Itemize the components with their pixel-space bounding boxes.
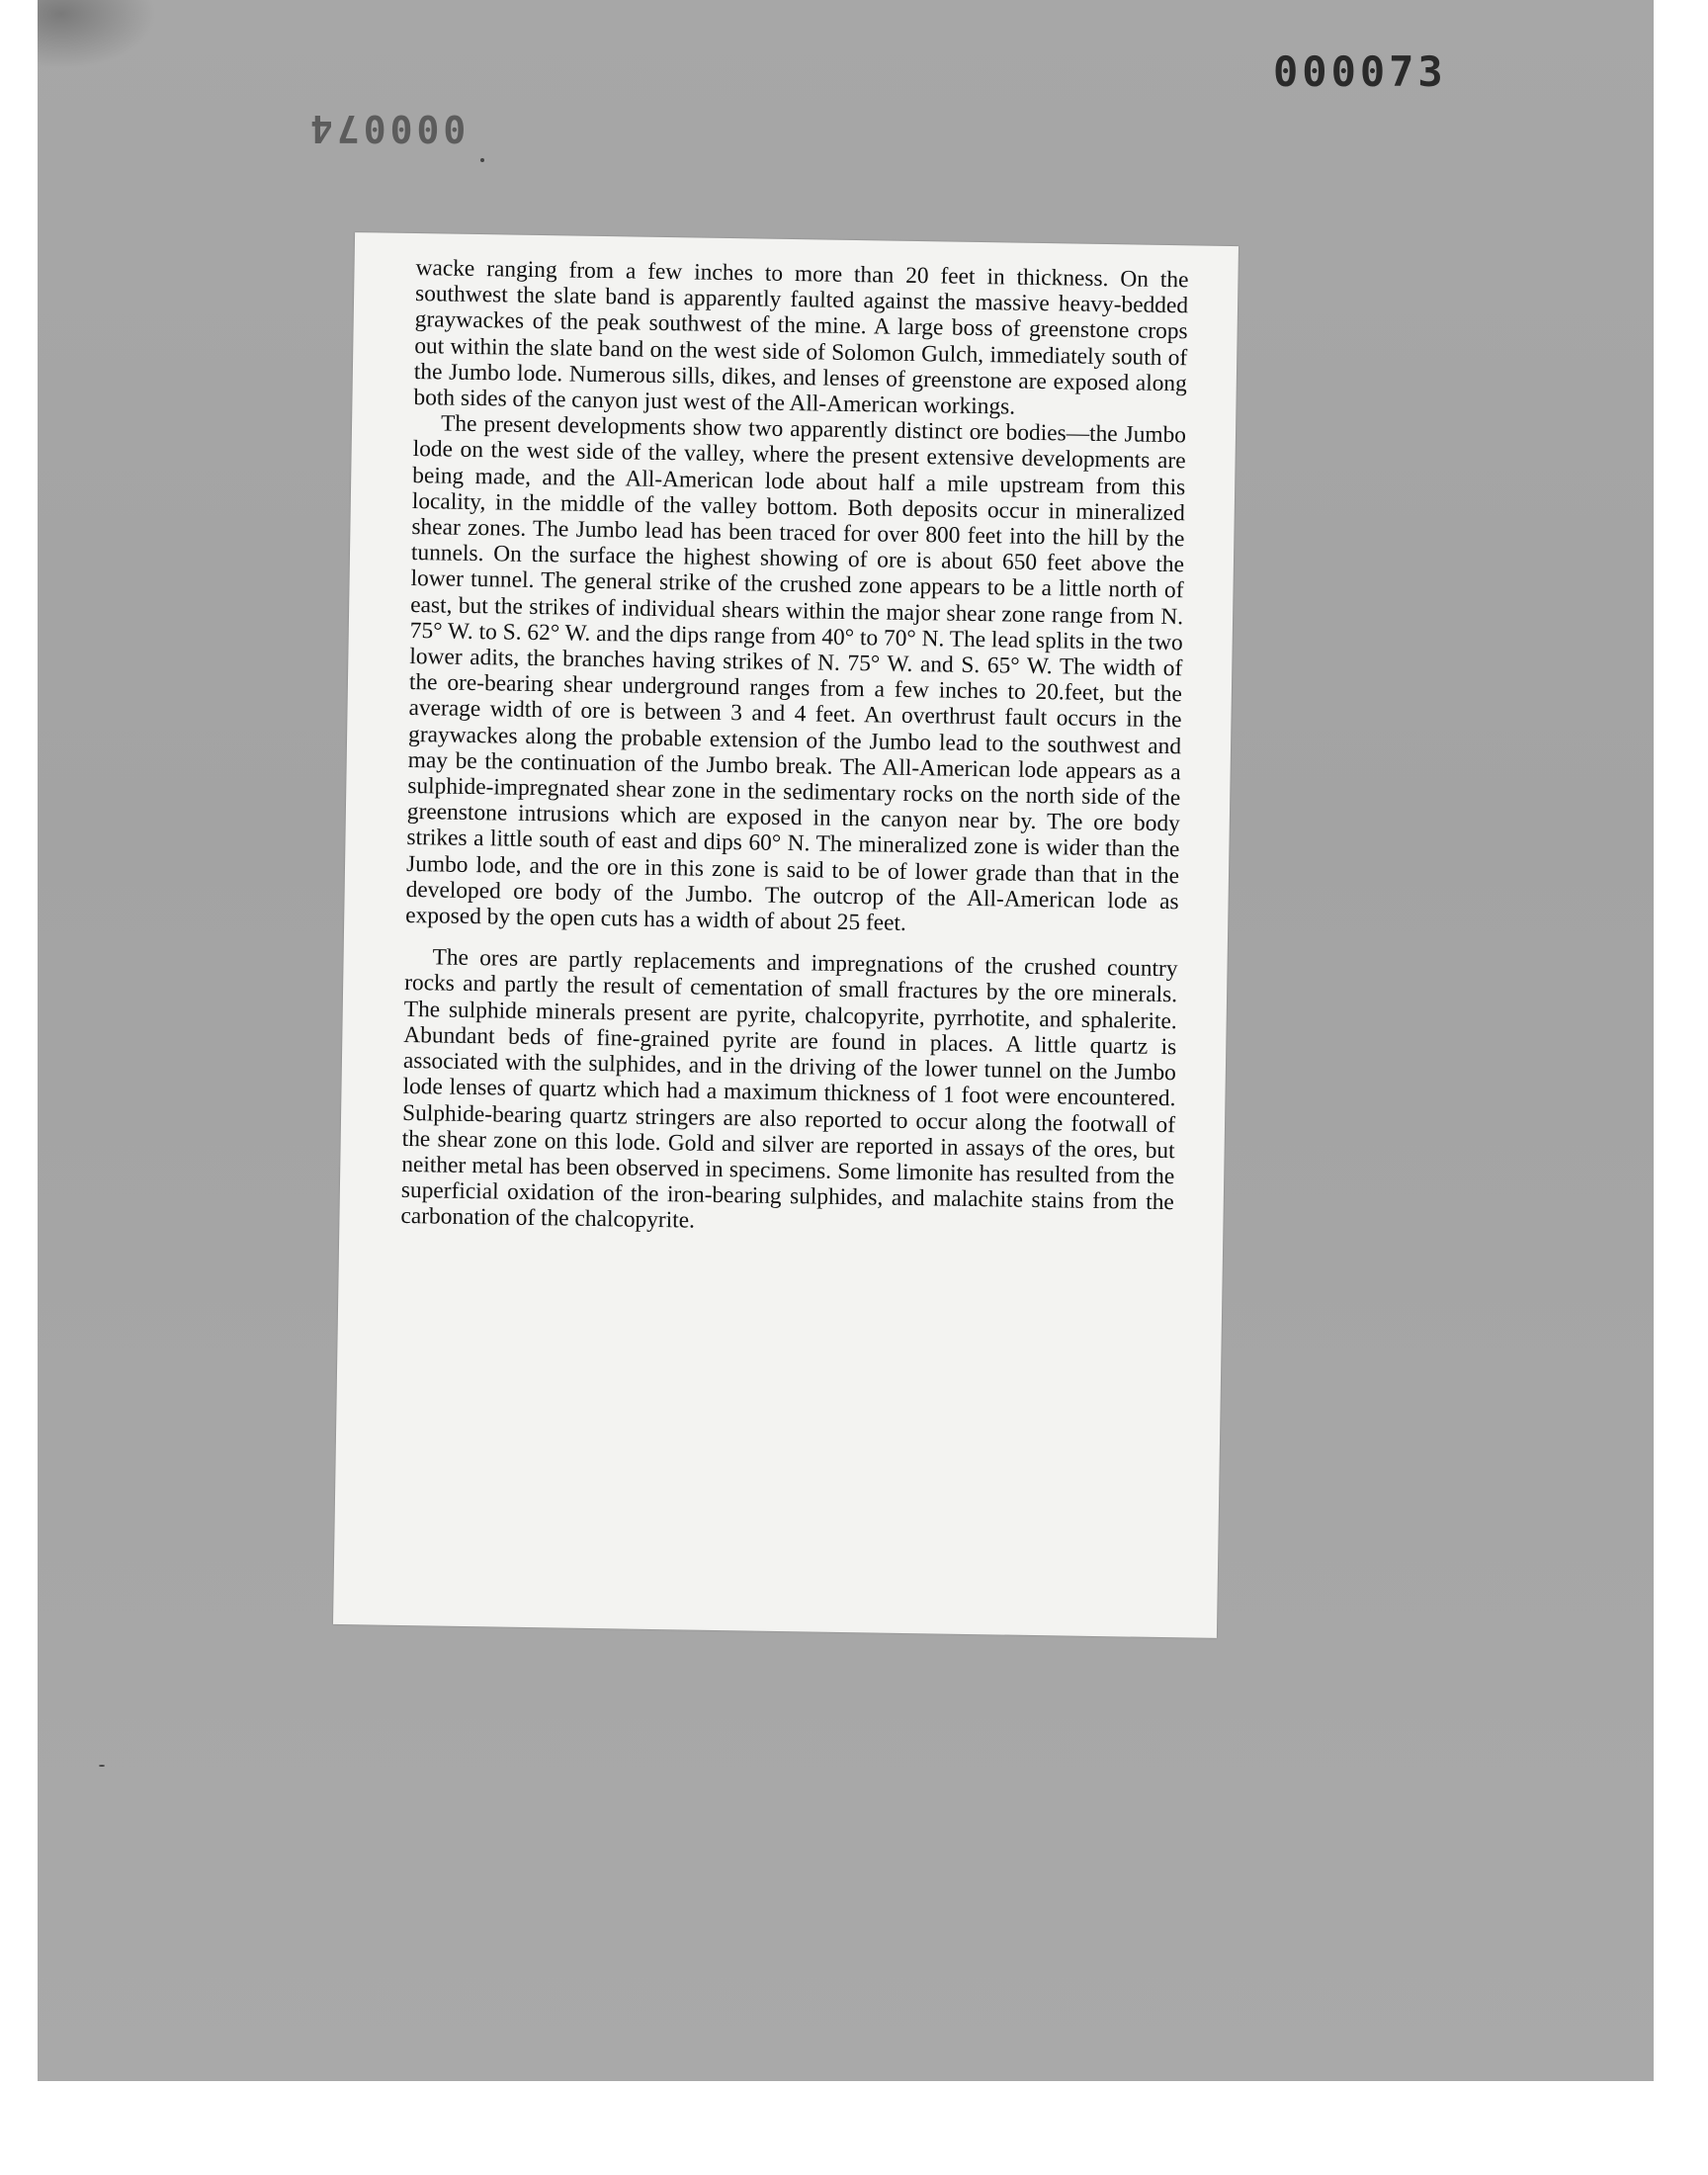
clipping-body — [400, 255, 1188, 1242]
page-stamp-number: 000073 — [1273, 47, 1447, 96]
paragraph-ore-bodies: The present developments show two apparently distinct ore bodies—the Jumbo lode on the west side of the valley, where the present extensive developments are being made, and the All-American lode about half a mile upstream from this locality, in the middle of the valley bottom. Both deposits occur in mineralized shear zones. The Jumbo lead has been traced for over 800 feet into the hill by the tunnels. On the surface the highest showing of ore is about 650 feet above the lower tunnel. The general strike of the crushed zone appears to be a little north of east, but the strikes of individual shears within the major shear zone range from N. 75° W. to S. 62° W. and the dips range from 40° to 70° N. The lead splits in the two lower adits, the branches having strikes of N. 75° W. and S. 65° W. The width of the ore-bearing shear underground ranges from a few inches to 20.feet, but the average width of ore is between 3 and 4 feet. An overthrust fault occurs in the graywackes along the probable extension of the Jumbo lead to the southwest and may be the continuation of the Jumbo break. The All-American lode appears as a sulphide-impregnated shear zone in the sedimentary rocks on the north side of the greenstone intrusions which are exposed in the canyon near by. The ore body strikes a little south of east and dips 60° N. The mineralized zone is wider than the Jumbo lode, and the ore in this zone is said to be of lower grade than that in the developed ore body of the Jumbo. The outcrop of the All-American lode as exposed by the open cuts has a width of about 25 feet. — [405, 410, 1187, 936]
paragraph-slate-band: wacke ranging from a few inches to more than 20 feet in thickness. On the southwest the slate band is apparently faulted against the massive heavy-bedded graywackes of the peak southwest of the mine. A large boss of greenstone crops out within the slate band on the west side of Solomon Gulch, immediately south of the Jumbo lode. Numerous sills, dikes, and lenses of greenstone are exposed along both sides of the canyon just west of the All-American workings. — [413, 255, 1189, 420]
dust-speck — [99, 1765, 105, 1767]
dust-speck — [480, 158, 484, 162]
paragraph-ores: The ores are partly replacements and impregnations of the crushed country rocks and partly the result of cementation of small fractures by the ore minerals. The sulphide minerals present are pyrite, chalcopyrite, pyrrhotite, and sphalerite. Abundant beds of fine-grained pyrite are found in places. A little quartz is associated with the sulphides, and in the driving of the lower tunnel on the Jumbo lode lenses of quartz which had a maximum thickness of 1 foot were encountered. Sulphide-bearing quartz stringers are also reported to occur along the footwall of the shear zone on this lode. Gold and silver are reported in assays of the ores, but neither metal has been observed in specimens. Some limonite has resulted from the superficial oxidation of the iron-bearing sulphides, and malachite stains from the carbonation of the chalcopyrite. — [400, 944, 1178, 1234]
text-clipping — [333, 232, 1238, 1638]
inverted-stamp-number: 000074 — [306, 107, 467, 150]
